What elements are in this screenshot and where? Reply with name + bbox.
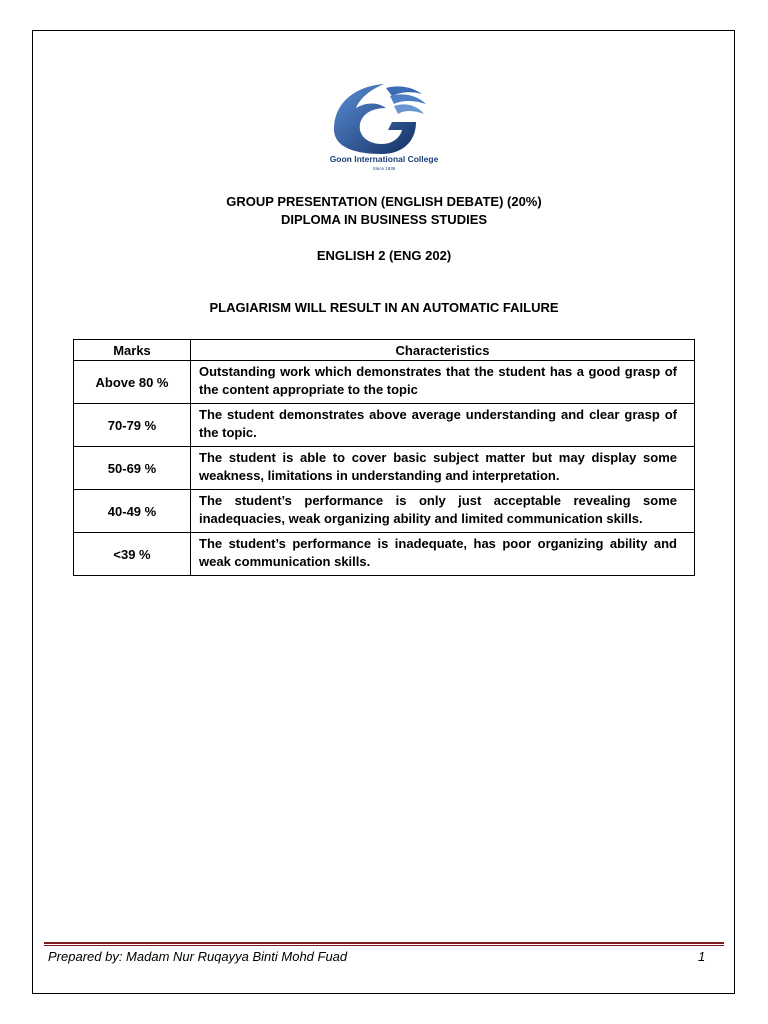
row-marks: 50-69 % xyxy=(74,447,191,490)
row-marks: 40-49 % xyxy=(74,490,191,533)
row-marks: Above 80 % xyxy=(74,361,191,404)
header-characteristics: Characteristics xyxy=(191,340,695,361)
plagiarism-warning: PLAGIARISM WILL RESULT IN AN AUTOMATIC FAILURE xyxy=(209,300,559,315)
row-characteristics: The student’s performance is inadequate, has poor organizing ability and weak communication skills. xyxy=(191,533,695,576)
footer-prepared-by: Prepared by: Madam Nur Ruqayya Binti Mohd Fuad xyxy=(48,949,348,964)
course-code: ENGLISH 2 (ENG 202) xyxy=(316,248,452,263)
college-name: Goon International College xyxy=(329,154,439,164)
marks-rubric-table xyxy=(73,339,695,576)
row-characteristics: The student demonstrates above average understanding and clear grasp of the topic. xyxy=(191,404,695,447)
college-logo xyxy=(322,78,446,174)
row-marks: 70-79 % xyxy=(74,404,191,447)
table-row xyxy=(74,361,695,404)
college-since: Since 1936 xyxy=(372,166,396,171)
title-line-2: DIPLOMA IN BUSINESS STUDIES xyxy=(280,212,488,227)
table-header-row xyxy=(74,340,695,361)
footer-rule xyxy=(44,942,724,946)
row-marks: <39 % xyxy=(74,533,191,576)
college-logo-icon xyxy=(322,78,446,174)
table-row xyxy=(74,404,695,447)
row-characteristics: The student’s performance is only just acceptable revealing some inadequacies, weak organizing ability and limited communication skills. xyxy=(191,490,695,533)
table-row xyxy=(74,533,695,576)
table-row xyxy=(74,490,695,533)
header-marks: Marks xyxy=(74,340,191,361)
row-characteristics: Outstanding work which demonstrates that the student has a good grasp of the content appropriate to the topic xyxy=(191,361,695,404)
table-row xyxy=(74,447,695,490)
row-characteristics: The student is able to cover basic subject matter but may display some weakness, limitations in understanding and interpretation. xyxy=(191,447,695,490)
page-number: 1 xyxy=(698,949,706,964)
title-line-1: GROUP PRESENTATION (ENGLISH DEBATE) (20%) xyxy=(226,194,542,209)
